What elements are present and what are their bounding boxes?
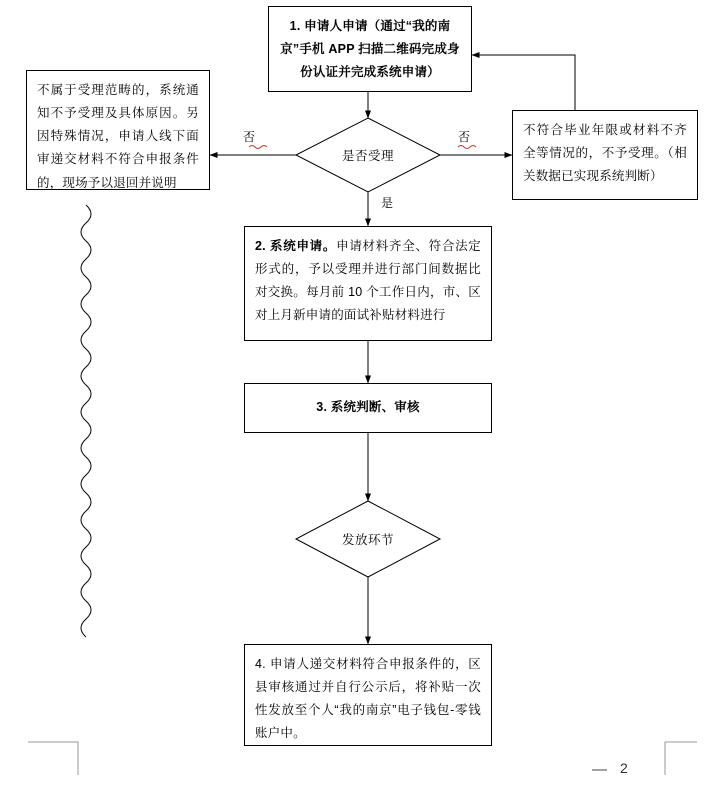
node-reject-right[interactable] (512, 110, 698, 200)
edge-label-no-right: 否 (458, 130, 471, 144)
node-step1-text: 1. 申请人申请（通过“我的南京”手机 APP 扫描二维码完成身份认证并完成系统申请） (280, 19, 460, 80)
node-step1-applicant-application[interactable] (268, 6, 472, 92)
node-step2-body-text: 申请材料齐全、符合法定形式的，予以受理并进行部门间数据比对交换。每月前 10 个工作日内，市、区对上月新申请的面试补贴材料进行 (255, 239, 481, 323)
spellcheck-underline-2 (249, 146, 267, 149)
node-step3-system-review[interactable] (244, 383, 492, 433)
node-decision2-disbursement[interactable] (296, 501, 440, 577)
node-reject-left-text: 不属于受理范畴的，系统通知不予受理及具体原因。另因特殊情况，申请人线下面审递交材料不符合申报条件的，现场予以退回并说明 (37, 83, 199, 190)
page-corner-bottom-left (28, 742, 78, 775)
page-corner-bottom-right (665, 742, 697, 775)
node-step2-system-application[interactable] (244, 226, 492, 341)
node-step4-text: 4. 申请人递交材料符合申报条件的，区县审核通过并自行公示后，将补贴一次性发放至个人“我的南京”电子钱包-零钱账户中。 (255, 657, 481, 741)
revision-wavy-mark (81, 205, 91, 637)
node-reject-left[interactable] (26, 70, 210, 190)
decision1-label: 是否受理 (341, 149, 394, 163)
node-step3-text: 3. 系统判断、审核 (316, 400, 420, 415)
node-step2-bold-text: 2. 系统申请。 (255, 239, 337, 253)
node-reject-right-text: 不符合毕业年限或材料不齐全等情况的，不予受理。（相关数据已实现系统判断） (523, 123, 687, 184)
edge-label-no-left: 否 (243, 130, 256, 144)
page-number: 2 (620, 760, 628, 776)
edge-label-yes-down: 是 (381, 196, 394, 210)
node-decision1-acceptance[interactable] (296, 118, 440, 192)
decision2-label: 发放环节 (341, 533, 394, 547)
node-step4-disbursement-detail[interactable] (244, 644, 492, 746)
spellcheck-underline-3 (458, 146, 476, 149)
